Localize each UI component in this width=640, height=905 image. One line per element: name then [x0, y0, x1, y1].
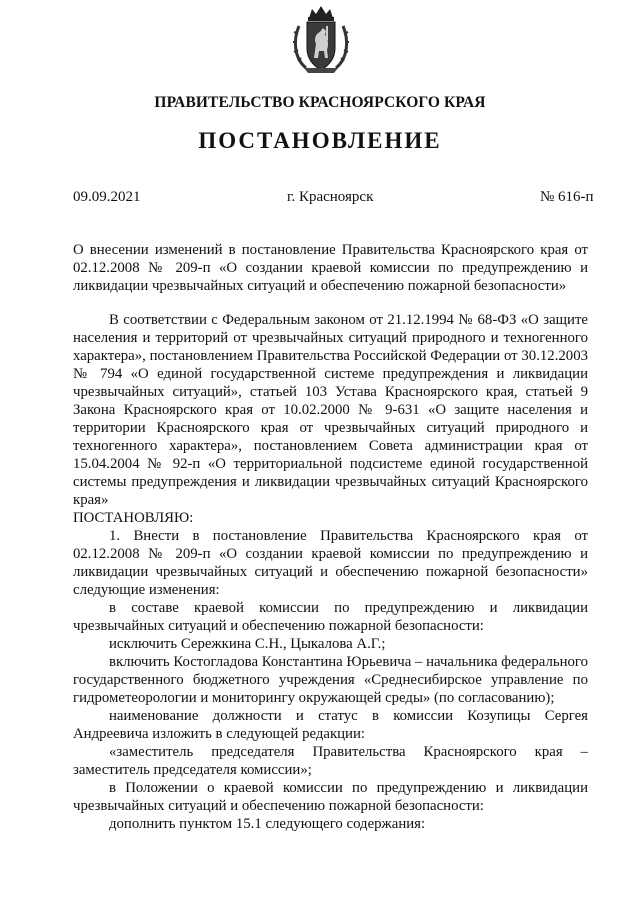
document-city: г. Красноярск: [287, 189, 374, 205]
organization-name: ПРАВИТЕЛЬСТВО КРАСНОЯРСКОГО КРАЯ: [154, 94, 486, 111]
document-number: № 616-п: [540, 189, 594, 205]
clause-paragraph: включить Костогладова Константина Юрьевича – начальника федерального государственного бюджетного учреждения «Среднесибирское управление по гидрометеорологии и мониторингу окружающей среды» (по согласованию);: [73, 654, 589, 706]
resolve-heading: ПОСТАНОВЛЯЮ:: [73, 510, 194, 526]
preamble-paragraph: В соответствии с Федеральным законом от 21.12.1994 № 68-ФЗ «О защите населения и территорий от чрезвычайных ситуаций природного и техногенного характера», постановлением Правительства Российской Федерации от 30.12.2003 № 794 «О единой государственной системе предупреждения и ликвидации чрезвычайных ситуаций», статьей 103 Устава Красноярского края, статьей 9 Закона Красноярского края от 10.02.2000 № 9-631 «О защите населения и территории Красноярского края от чрезвычайных ситуаций природного и техногенного характера», постановлением Совета администрации края от 15.04.2004 № 92-п «О территориальной подсистеме единой государственной системы предупреждения и ликвидации чрезвычайных ситуаций Красноярского края»: [73, 312, 588, 508]
clause-paragraph: наименование должности и статус в комиссии Козупицы Сергея Андреевича изложить в следующей редакции:: [73, 708, 588, 742]
document-type-title: ПОСТАНОВЛЕНИЕ: [198, 128, 442, 153]
clause-paragraph: в Положении о краевой комиссии по предупреждению и ликвидации чрезвычайных ситуаций и обеспечению пожарной безопасности:: [73, 780, 588, 814]
document-body: [73, 311, 588, 833]
clause-paragraph: исключить Сережкина С.Н., Цыкалова А.Г.;: [109, 636, 386, 652]
clause-paragraph: в составе краевой комиссии по предупреждению и ликвидации чрезвычайных ситуаций и обеспечению пожарной безопасности:: [73, 600, 588, 634]
document-subject: О внесении изменений в постановление Правительства Красноярского края от 02.12.2008 № 209-п «О создании краевой комиссии по предупреждению и ликвидации чрезвычайных ситуаций и обеспечению пожарной безопасности»: [73, 242, 588, 294]
clause-paragraph: 1. Внести в постановление Правительства Красноярского края от 02.12.2008 № 209-п «О создании краевой комиссии по предупреждению и ликвидации чрезвычайных ситуаций и обеспечению пожарной безопасности» следующие изменения:: [73, 528, 588, 598]
document-date: 09.09.2021: [73, 189, 141, 205]
clause-paragraph: дополнить пунктом 15.1 следующего содержания:: [109, 816, 426, 832]
clause-paragraph: «заместитель председателя Правительства Красноярского края – заместитель председателя комиссии»;: [73, 744, 588, 778]
coat-of-arms-icon: [290, 4, 352, 76]
